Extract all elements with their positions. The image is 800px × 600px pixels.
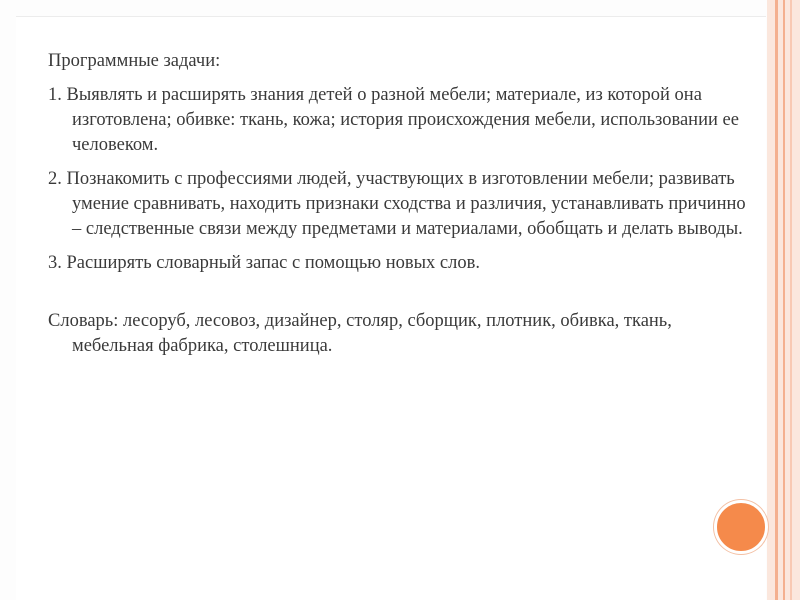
accent-circle-decoration	[714, 500, 768, 554]
decorative-line	[783, 0, 785, 600]
task-item-1: 1. Выявлять и расширять знания детей о разной мебели; материале, из которой она изготовлена; обивке: ткань, кожа; история происхождения мебели, использовании ее человеком.	[48, 85, 739, 155]
task-item-2: 2. Познакомить с профессиями людей, участвующих в изготовлении мебели; развивать умение сравнивать, находить признаки сходства и различия, устанавливать причинно – следственные связи между предметами и материалами, обобщать и делать выводы.	[48, 169, 746, 239]
decorative-line	[775, 0, 778, 600]
slide-content	[48, 49, 748, 368]
task-item-3: 3. Расширять словарный запас с помощью новых слов.	[48, 253, 480, 273]
slide-heading: Программные задачи:	[48, 51, 221, 71]
spacer	[48, 285, 748, 309]
vocabulary-paragraph: Словарь: лесоруб, лесовоз, дизайнер, столяр, сборщик, плотник, обивка, ткань, мебельная фабрика, столешница.	[48, 311, 672, 356]
decorative-line	[790, 0, 792, 600]
